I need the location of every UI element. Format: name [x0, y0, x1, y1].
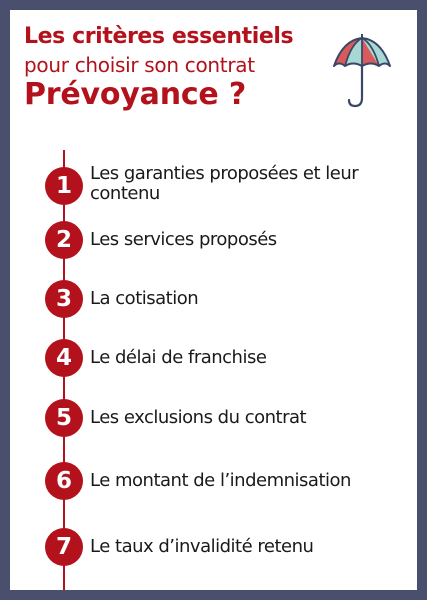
criterion-label: Le délai de franchise: [90, 347, 267, 368]
step-number-badge: 6: [45, 462, 83, 500]
step-number-badge: 5: [45, 399, 83, 437]
step-number-badge: 7: [45, 528, 83, 566]
title-line-2: pour choisir son contrat: [24, 53, 255, 77]
criterion-label: Le taux d’invalidité retenu: [90, 536, 314, 557]
criterion-label: Les exclusions du contrat: [90, 407, 307, 428]
criterion-label: La cotisation: [90, 288, 199, 309]
step-number-badge: 1: [45, 167, 83, 205]
step-number-badge: 3: [45, 280, 83, 318]
criterion-label: Le montant de l’indemnisation: [90, 470, 351, 491]
infographic-card: [10, 10, 417, 590]
step-number-badge: 4: [45, 339, 83, 377]
title-line-1: Les critères essentiels: [24, 24, 294, 49]
title-line-3: Prévoyance ?: [24, 77, 247, 112]
step-number-badge: 2: [45, 221, 83, 259]
criterion-label: Les garanties proposées et leur contenu: [90, 163, 359, 204]
criterion-label: Les services proposés: [90, 229, 277, 250]
umbrella-icon: [331, 32, 393, 112]
